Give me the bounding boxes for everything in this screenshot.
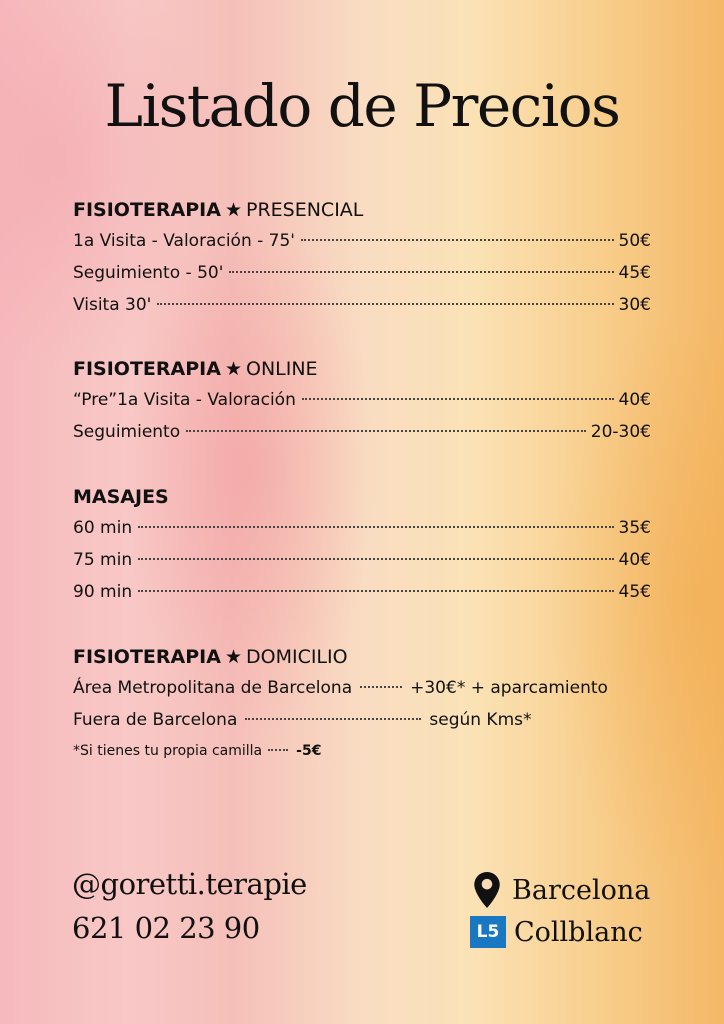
price-label: Visita 30': [73, 295, 152, 315]
dotted-leader: [302, 398, 614, 400]
star-icon: ★: [224, 646, 242, 668]
price-row: [73, 416, 651, 448]
dotted-leader: [186, 430, 586, 432]
price-value: 40€: [618, 550, 651, 570]
price-value: 50€: [618, 231, 651, 251]
dotted-leader: [229, 271, 613, 273]
price-value: +30€* + aparcamiento: [410, 678, 608, 698]
station-name: Collblanc: [514, 916, 643, 948]
price-value: 40€: [618, 390, 651, 410]
section-fisioterapia-presencial: [73, 195, 651, 321]
price-value: según Kms*: [429, 710, 532, 730]
price-label: Seguimiento: [73, 422, 181, 442]
section-title: [73, 482, 651, 512]
price-label: Fuera de Barcelona: [73, 710, 238, 730]
metro-l5-icon: L5: [470, 916, 506, 948]
note-label: *Si tienes tu propia camilla: [73, 743, 263, 759]
section-title-sub: DOMICILIO: [245, 646, 348, 668]
section-title-main: FISIOTERAPIA: [73, 199, 221, 221]
dotted-leader: [138, 526, 613, 528]
price-row: [73, 384, 651, 416]
price-row: [73, 225, 651, 257]
dotted-leader: [268, 749, 288, 751]
section-title-main: FISIOTERAPIA: [73, 358, 221, 380]
city-name: Barcelona: [512, 874, 651, 906]
location-block: [470, 870, 650, 952]
star-icon: ★: [224, 358, 242, 380]
price-label: 75 min: [73, 550, 133, 570]
price-label: 60 min: [73, 518, 133, 538]
section-title: [73, 642, 651, 672]
price-row: [73, 257, 651, 289]
section-title: [73, 354, 651, 384]
section-fisioterapia-domicilio: [73, 642, 651, 766]
phone-number[interactable]: 621 02 23 90: [72, 911, 260, 945]
dotted-leader: [157, 303, 613, 305]
dotted-leader: [245, 718, 421, 720]
metro-line: [470, 912, 650, 952]
note-discount: -5€: [296, 743, 322, 759]
price-label: Seguimiento - 50': [73, 263, 224, 283]
city-line: [470, 870, 650, 910]
star-icon: ★: [224, 199, 242, 221]
page-title: Listado de Precios: [104, 72, 620, 140]
contact-block: [72, 862, 307, 950]
price-value: 35€: [618, 518, 651, 538]
section-title-main: MASAJES: [73, 486, 169, 508]
price-row: [73, 576, 651, 608]
camilla-note: [73, 736, 651, 766]
section-masajes: [73, 482, 651, 608]
price-row: [73, 704, 651, 736]
section-title: [73, 195, 651, 225]
dotted-leader: [138, 590, 613, 592]
dotted-leader: [301, 239, 614, 241]
price-value: 20-30€: [590, 422, 651, 442]
price-label: “Pre”1a Visita - Valoración: [73, 390, 296, 410]
price-value: 30€: [618, 295, 651, 315]
price-label: Área Metropolitana de Barcelona: [73, 678, 353, 698]
price-row: [73, 289, 651, 321]
price-label: 1a Visita - Valoración - 75': [73, 231, 295, 251]
price-value: 45€: [618, 582, 651, 602]
dotted-leader: [138, 558, 613, 560]
social-handle[interactable]: @goretti.terapie: [72, 867, 307, 901]
section-title-sub: ONLINE: [245, 358, 318, 380]
price-label: 90 min: [73, 582, 133, 602]
price-value: 45€: [618, 263, 651, 283]
price-row: [73, 672, 651, 704]
price-row: [73, 512, 651, 544]
section-fisioterapia-online: [73, 354, 651, 448]
section-title-main: FISIOTERAPIA: [73, 646, 221, 668]
map-pin-icon: [474, 872, 500, 908]
dotted-leader: [360, 686, 402, 688]
section-title-sub: PRESENCIAL: [245, 199, 364, 221]
price-row: [73, 544, 651, 576]
